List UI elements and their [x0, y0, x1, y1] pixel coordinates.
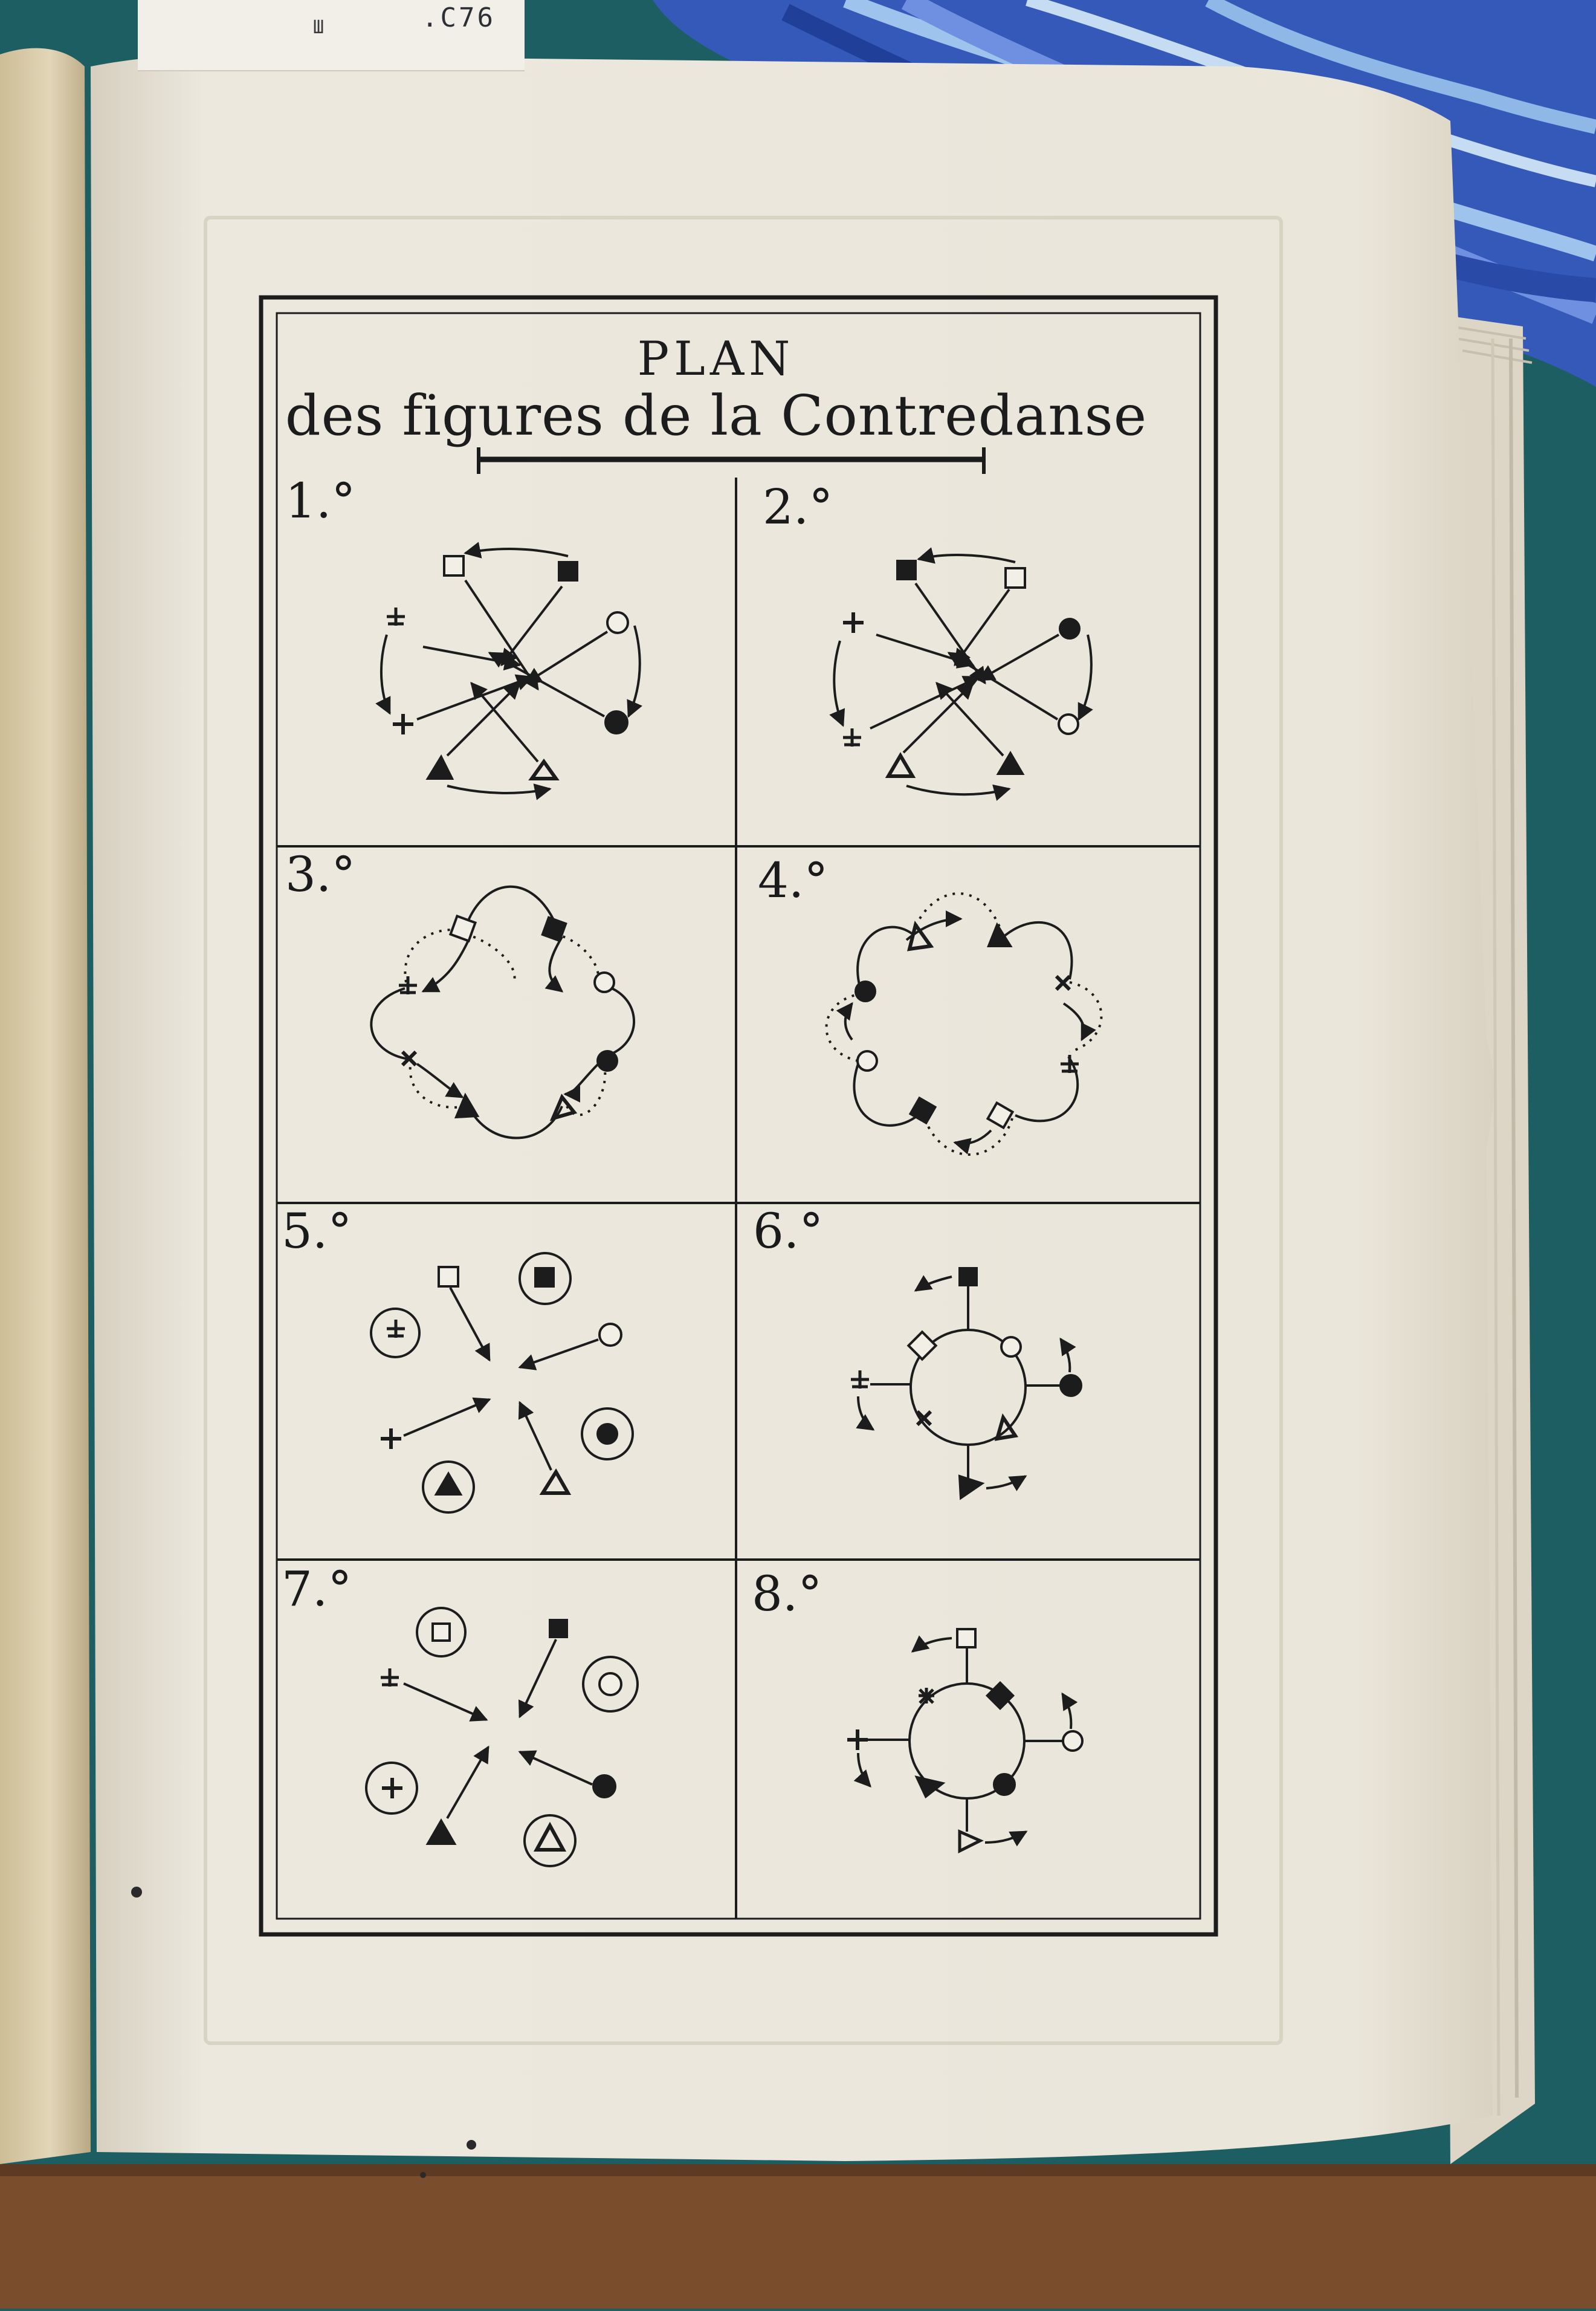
figure-number-6: 6.° [753, 1203, 824, 1259]
plate-title: PLAN [637, 332, 795, 386]
left-page [0, 48, 91, 2164]
figure-number-7: 7.° [282, 1561, 352, 1617]
label-stamp-mark: Ш [313, 17, 325, 38]
figure-number-8: 8.° [752, 1566, 822, 1622]
figure-number-1: 1.° [285, 473, 356, 529]
plate-heading [278, 334, 1154, 447]
figure-number-5: 5.° [282, 1203, 352, 1259]
plate-subtitle: des figures de la Contredanse [285, 383, 1148, 448]
figure-number-3: 3.° [285, 846, 356, 903]
figure-number-2: 2.° [763, 479, 833, 535]
call-number: .C76 [422, 2, 496, 33]
figure-number-4: 4.° [758, 852, 829, 909]
shelf-label [138, 0, 525, 71]
